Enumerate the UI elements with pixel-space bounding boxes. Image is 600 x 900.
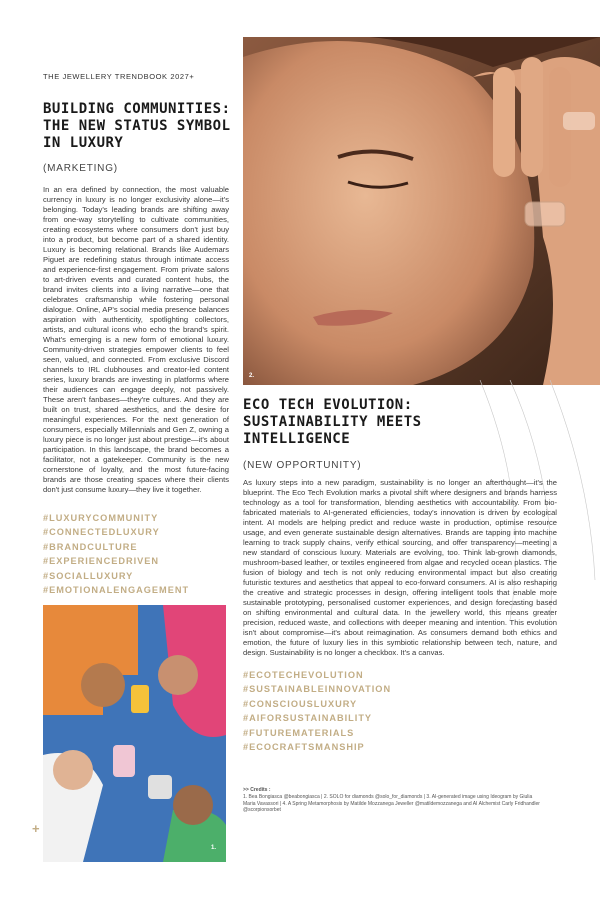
hashtag[interactable]: #AIFORSUSTAINABILITY xyxy=(243,713,373,724)
section2-title: ECO TECH EVOLUTION: SUSTAINABILITY MEETS INTELLIGENCE xyxy=(243,397,422,447)
credits-heading: >> Credits : xyxy=(243,787,271,793)
face-photo-number: 2. xyxy=(249,373,255,379)
credits xyxy=(243,787,543,814)
friends-group-photo xyxy=(43,605,226,862)
section1-hashtags xyxy=(43,511,189,598)
hashtag[interactable]: #ECOCRAFTSMANSHIP xyxy=(243,742,365,753)
section1-kicker: (MARKETING) xyxy=(43,163,118,174)
hashtag[interactable]: #CONSCIOUSLUXURY xyxy=(243,698,358,709)
running-header: THE JEWELLERY TRENDBOOK 2027+ xyxy=(43,72,195,81)
section2-hashtags xyxy=(243,668,391,755)
hashtag[interactable]: #EMOTIONALENGAGEMENT xyxy=(43,585,190,596)
face-portrait-illustration xyxy=(243,37,600,385)
section2-kicker: (NEW OPPORTUNITY) xyxy=(243,460,362,471)
corner-plus-mark: + xyxy=(32,821,40,836)
section2-body: As luxury steps into a new paradigm, sustainability is no longer an afterthought—it's the blueprint. The Eco Tech Evolution marks a pivotal shift where designers and brands harness technology as a tool for transformation, blending aesthetics with accountability. From bio-fabricated materials to AI-generated efficiencies, today's innovation is driven by ecological intent. AI models are helping predict and reduce waste in production, optimise resource usage, and even generate sustainable design alternatives. Brands are tapping into machine learning to track supply chains, verify ethical sourcing, and offer transparency—meeting a new standard of conscious luxury. Materials are evolving, too. Think lab-grown diamonds, mushroom-based leather, or textiles engineered from algae and recycled ocean plastics. The fusion of biology and tech is not only reducing environmental impact but also creating futuristic textures and aesthetics that appeal to eco-forward consumers. AI is also reshaping the creative and strategic processes in design, offering intelligent tools that enable more sustainable prototyping, personalised customer experiences, and design forecasting based on shifting environmental and cultural data. In the jewellery world, this means greater precision, reduced waste, and collections with deeper meaning and intention. This evolution isn't about compromise—it's about reimagination. As consumers demand both ethics and emotion, the future of luxury lies in this symbiotic relationship between tech, nature, and design. Sustainability is no longer a checkbox. It's a canvas. xyxy=(243,478,557,658)
friends-group-illustration xyxy=(43,605,226,862)
credits-text: 1. Bea Bongiasca @beabongiasca | 2. SOLO for diamonds @solo_for_diamonds | 3. AI-generated image using Ideogram by Giulia Maria Vavassori | 4. A Spring Metamorphosis by Matilde Mozzanega Jeweller @matildemozzanega and AI Alchemist Carly Fridhandler @scorpionsorbet xyxy=(243,793,540,814)
face-portrait-photo xyxy=(243,37,600,385)
hashtag[interactable]: #CONNECTEDLUXURY xyxy=(43,527,160,538)
section1-title: BUILDING COMMUNITIES: THE NEW STATUS SYMBOL IN LUXURY xyxy=(43,101,231,151)
hashtag[interactable]: #BRANDCULTURE xyxy=(43,541,138,552)
hashtag[interactable]: #EXPERIENCEDRIVEN xyxy=(43,556,160,567)
hashtag[interactable]: #FUTUREMATERIALS xyxy=(243,727,355,738)
friends-photo-number: 1. xyxy=(211,845,217,851)
hashtag[interactable]: #SOCIALLUXURY xyxy=(43,570,134,581)
hashtag[interactable]: #ECOTECHEVOLUTION xyxy=(243,670,364,680)
section1-body: In an era defined by connection, the most valuable currency in luxury is no longer exclusivity alone—it's belonging. Today's leading brands are shifting away from one-way storytelling to cultivate communities, creating ecosystems where consumers don't just buy into a product, but become part of a shared identity. Luxury is becoming relational. Brands like Audemars Piguet are redefining status through intimate access and experience-first engagement. From private salons to art-driven events and curated content hubs, the brand invites clients into a living narrative—one that celebrates craftsmanship while fostering personal dialogue. Online, AP's social media presence balances aspiration with authenticity, spotlighting collectors, artists, and cultural icons who echo the brand's spirit. What's emerging is a new form of emotional luxury. Community-driven strategies empower clients to feel seen, valued, and connected. From exclusive Discord channels to IRL clubhouses and creator-led content series, luxury brands are investing in platforms where their audiences can engage deeply, not passively. These aren't fanbases—they're cultures. And they are built on trust, shared aesthetics, and the desire for meaningful experiences. For the next generation of consumers, especially Millennials and Gen Z, owning a luxury piece is no longer just about prestige—it's about participation. In this landscape, the brand becomes a facilitator, not a gatekeeper. Community is the new cornerstone of loyalty, and the most future-facing brands are those creating spaces where their clients don't just consume luxury—they live it together. xyxy=(43,185,229,495)
hashtag[interactable]: #LUXURYCOMMUNITY xyxy=(43,513,159,523)
hashtag[interactable]: #SUSTAINABLEINNOVATION xyxy=(243,684,392,695)
